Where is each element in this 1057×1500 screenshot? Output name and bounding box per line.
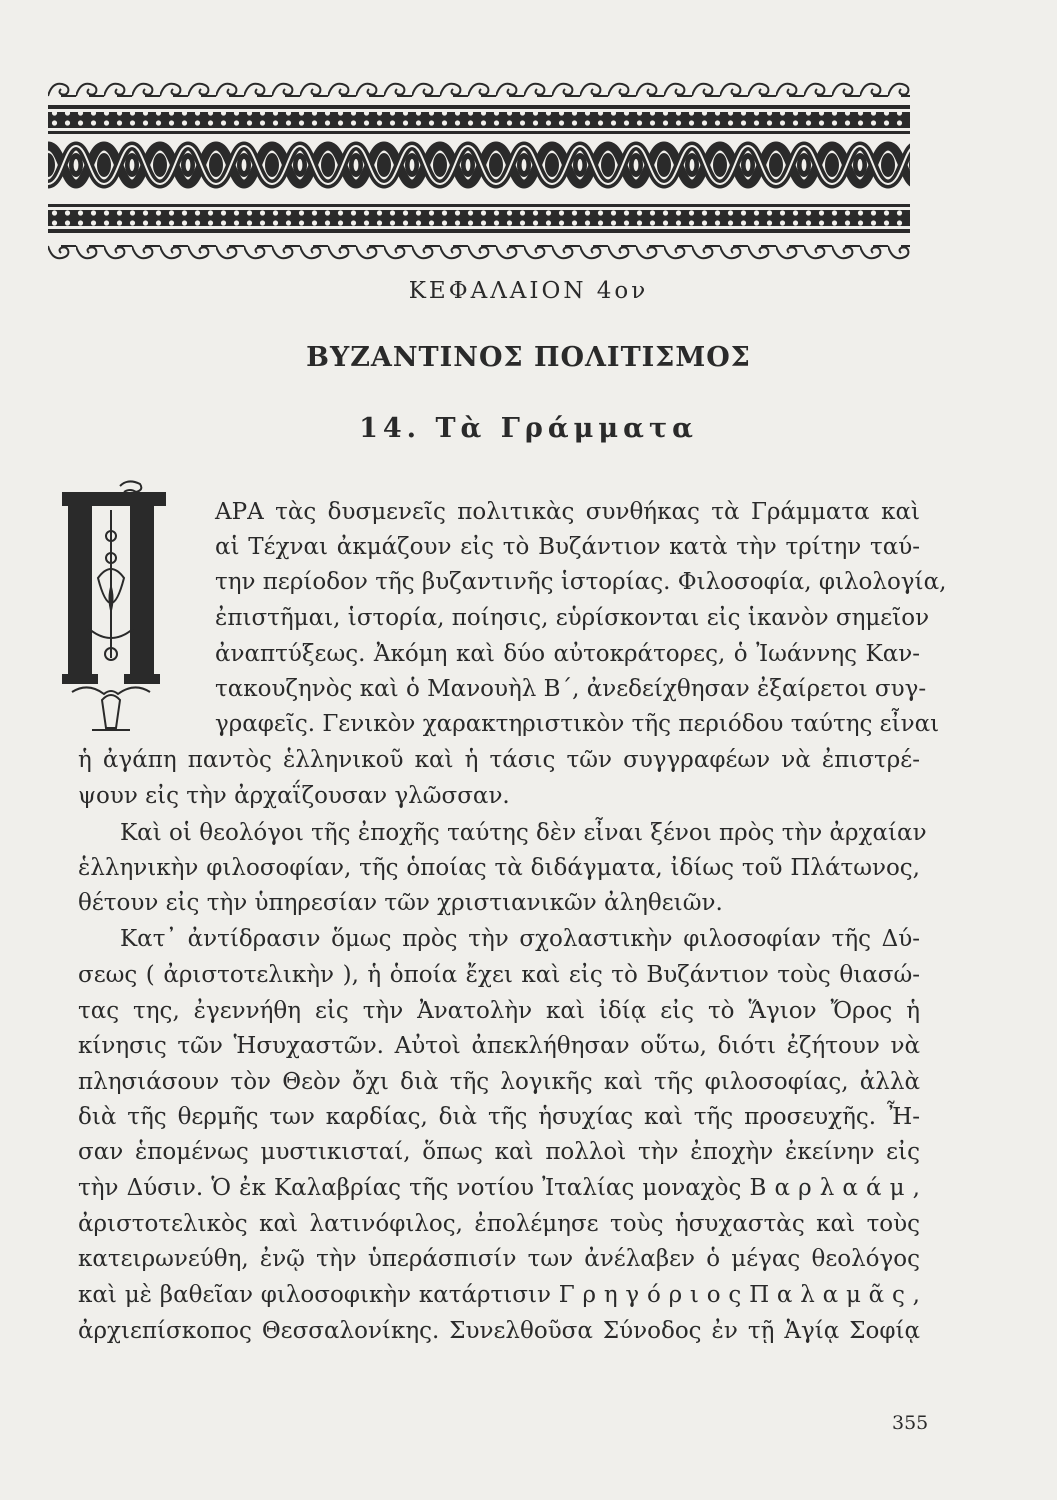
chapter-title: ΒΥΖΑΝΤΙΝΟΣ ΠΟΛΙΤΙΣΜΟΣ (306, 342, 751, 373)
text-line: ἑλληνικὴν φιλοσοφίαν, τῆς ὁποίας τὰ διδάγματα, ἰδίως τοῦ Πλάτωνος, (78, 855, 920, 881)
text-line: Καὶ οἱ θεολόγοι τῆς ἐποχῆς ταύτης δὲν εἶναι ξένοι πρὸς τὴν ἀρχαίαν (120, 820, 927, 846)
section-title: 14. Τὰ Γράμματα (359, 413, 698, 444)
text-line: διὰ τῆς θερμῆς των καρδίας, διὰ τῆς ἡσυχίας καὶ τῆς προσευχῆς. Ἦ- (78, 1104, 920, 1130)
text-line: σαν ἑπομένως μυστικισταί, ὅπως καὶ πολλοὶ τὴν ἐποχὴν ἐκείνην εἰς (78, 1139, 920, 1165)
text-line: ἀρχιεπίσκοπος Θεσσαλονίκης. Συνελθοῦσα Σύνοδος ἐν τῇ Ἁγίᾳ Σοφίᾳ (78, 1318, 920, 1344)
text-line: πλησιάσουν τὸν Θεὸν ὄχι διὰ τῆς λογικῆς καὶ τῆς φιλοσοφίας, ἀλλὰ (78, 1069, 920, 1095)
text-line: τας της, ἐγεννήθη εἰς τὴν Ἀνατολὴν καὶ ἰδίᾳ εἰς τὸ Ἅγιον Ὄρος ἡ (78, 998, 920, 1024)
page-number: 355 (892, 1412, 929, 1434)
text-line: ψουν εἰς τὴν ἀρχαΐζουσαν γλῶσσαν. (78, 783, 510, 809)
text-line: τὴν Δύσιν. Ὁ ἐκ Καλαβρίας τῆς νοτίου Ἰταλίας μοναχὸς Β α ρ λ α ά μ , (78, 1175, 920, 1201)
text-line: θέτουν εἰς τὴν ὑπηρεσίαν τῶν χριστιανικῶν ἀληθειῶν. (78, 890, 723, 916)
text-line: ἀναπτύξεως. Ἀκόμη καὶ δύο αὐτοκράτορες, ὁ Ἰωάννης Καν- (215, 641, 920, 667)
text-line: την περίοδον τῆς βυζαντινῆς ἱστορίας. Φιλοσοφία, φιλολογία, (215, 569, 947, 595)
text-line: αἱ Τέχναι ἀκμάζουν εἰς τὸ Βυζάντιον κατὰ τὴν τρίτην ταύ- (215, 534, 920, 560)
text-line: κίνησις τῶν Ἡσυχαστῶν. Αὐτοὶ ἀπεκλήθησαν οὕτω, διότι ἐζήτουν νὰ (78, 1033, 920, 1059)
text-line: σεως ( ἀριστοτελικὴν ), ἡ ὁποία ἔχει καὶ εἰς τὸ Βυζάντιον τοὺς θιασώ- (78, 962, 920, 988)
text-line: καὶ μὲ βαθεῖαν φιλοσοφικὴν κατάρτισιν Γ ρ η γ ό ρ ι ο ς Π α λ α μ ᾶ ς , (78, 1282, 920, 1308)
text-line: ΑΡΑ τὰς δυσμενεῖς πολιτικὰς συνθήκας τὰ Γράμματα καὶ (215, 499, 920, 525)
text-line: τακουζηνὸς καὶ ὁ Μανουὴλ Β΄, ἀνεδείχθησαν ἐξαίρετοι συγ- (215, 676, 927, 702)
text-line: ἐπιστῆμαι, ἱστορία, ποίησις, εὑρίσκονται εἰς ἱκανὸν σημεῖον (215, 605, 930, 631)
text-line: ἀριστοτελικὸς καὶ λατινόφιλος, ἐπολέμησε τοὺς ἡσυχαστὰς καὶ τοὺς (78, 1211, 920, 1237)
text-line: Κατ᾽ ἀντίδρασιν ὅμως πρὸς τὴν σχολαστικὴν φιλοσοφίαν τῆς Δύ- (120, 926, 920, 952)
text-line: κατειρωνεύθη, ἐνῷ τὴν ὑπεράσπισίν των ἀνέλαβεν ὁ μέγας θεολόγος (78, 1246, 920, 1272)
ornamental-banner (48, 78, 910, 264)
text-line: ἡ ἀγάπη παντὸς ἑλληνικοῦ καὶ ἡ τάσις τῶν συγγραφέων νὰ ἐπιστρέ- (78, 747, 920, 773)
chapter-label: ΚΕΦΑΛΑΙΟΝ 4ον (408, 278, 649, 304)
decorative-initial-pi (58, 478, 170, 740)
text-line: γραφεῖς. Γενικὸν χαρακτηριστικὸν τῆς περιόδου ταύτης εἶναι (215, 711, 940, 737)
